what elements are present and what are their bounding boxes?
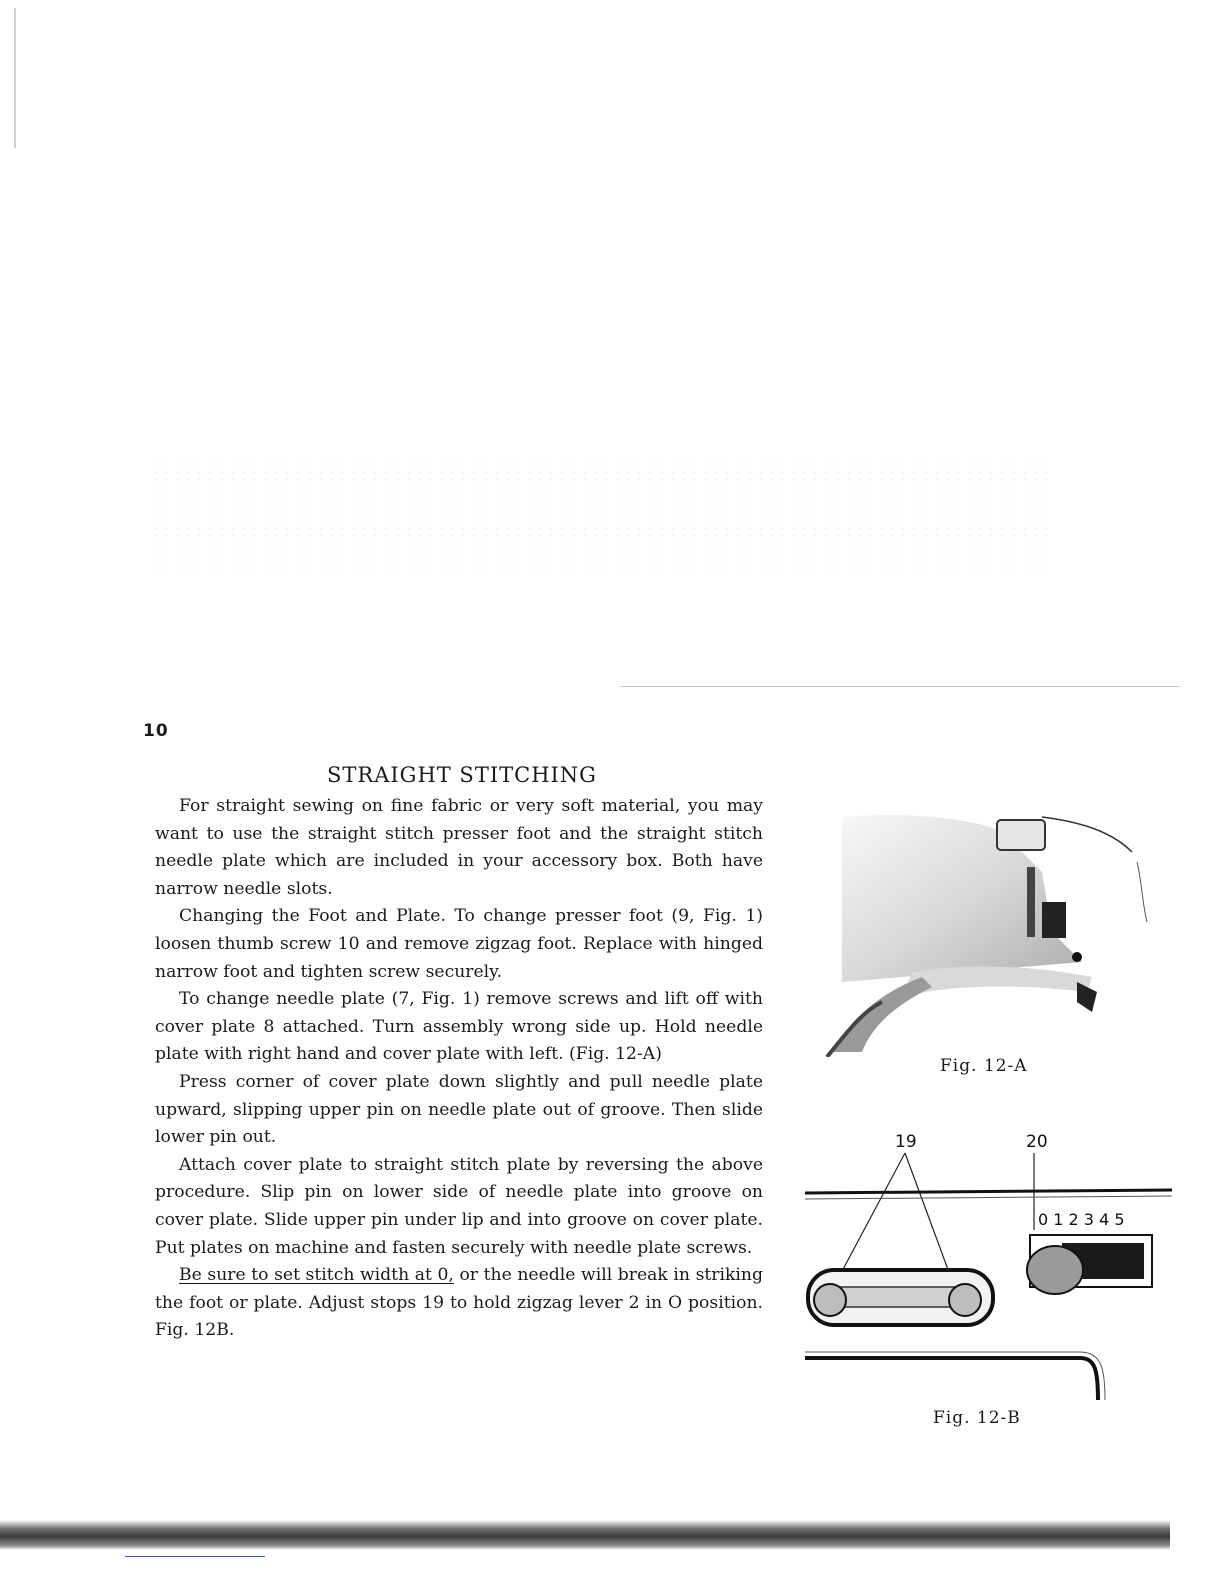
figure-12b-caption: Fig. 12-B bbox=[933, 1408, 1021, 1428]
paragraph-attach: Attach cover plate to straight stitch plate by reversing the above procedure. Slip pin on lower side of needle plate into groove on cover plate. Slide upper pin under lip and into groove on cover plate. Put plates on machine and fasten securely with needle plate screws. bbox=[155, 1154, 763, 1258]
scan-speckle bbox=[150, 455, 1050, 575]
paragraph-intro: For straight sewing on fine fabric or very soft material, you may want to use the straight stitch presser foot and the straight stitch needle plate which are included in your accessory box. Both have narrow needle slots. bbox=[155, 796, 763, 899]
page-edge bbox=[14, 8, 16, 148]
warning-underlined: Be sure to set stitch width at 0, bbox=[179, 1265, 454, 1286]
figure-12a-caption: Fig. 12-A bbox=[940, 1056, 1028, 1076]
body-text bbox=[155, 793, 763, 1345]
scan-bottom-band bbox=[0, 1520, 1170, 1550]
scan-bottom-line bbox=[125, 1556, 265, 1557]
callout-20: 20 bbox=[1026, 1132, 1048, 1152]
page-number: 10 bbox=[143, 721, 169, 741]
scan-rule bbox=[620, 686, 1180, 687]
section-title: STRAIGHT STITCHING bbox=[327, 763, 597, 787]
stitch-width-scale: 0 1 2 3 4 5 bbox=[1038, 1210, 1125, 1229]
paragraph-warning bbox=[155, 1262, 763, 1345]
callout-19: 19 bbox=[895, 1132, 917, 1152]
paragraph-press-corner: Press corner of cover plate down slightly and pull needle plate upward, slipping upper pin on needle plate out of groove. Then slide lower pin out. bbox=[155, 1071, 763, 1148]
figure-12a-illustration bbox=[822, 812, 1152, 1057]
paragraph-change-plate: To change needle plate (7, Fig. 1) remove screws and lift off with cover plate 8 attached. Turn assembly wrong side up. Hold needle plate with right hand and cover plate with left. (Fig. 12-A) bbox=[155, 989, 763, 1065]
warning-rest: or the needle will break in striking the foot or plate. Adjust stops 19 to hold zigzag lever 2 in O position. Fig. 12B. bbox=[155, 1265, 763, 1341]
figure-12b-illustration bbox=[800, 1125, 1180, 1415]
paragraph-change-foot: Changing the Foot and Plate. To change presser foot (9, Fig. 1) loosen thumb screw 10 and remove zigzag foot. Replace with hinged narrow foot and tighten screw securely. bbox=[155, 906, 763, 982]
